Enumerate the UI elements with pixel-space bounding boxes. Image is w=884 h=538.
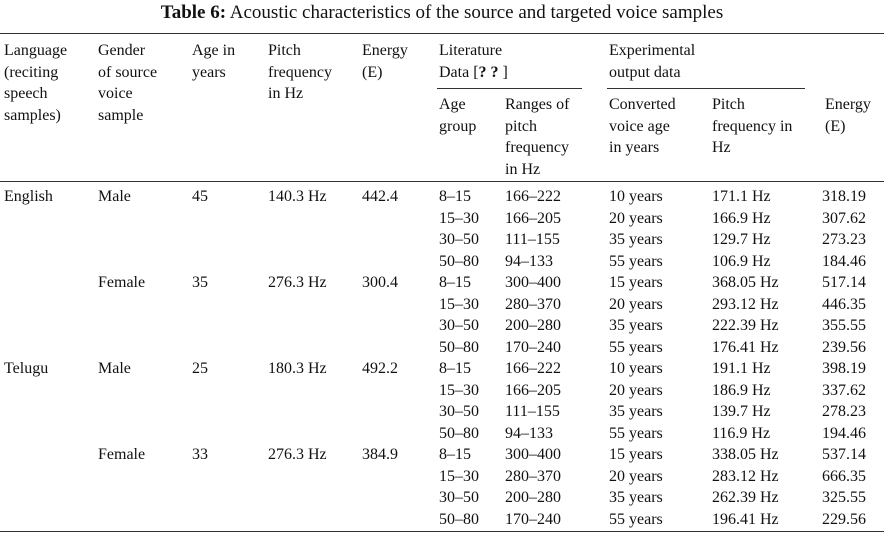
cell-out-energy: 446.35 — [822, 295, 866, 313]
cell-converted-age: 35 years — [609, 403, 663, 420]
cell-lit-age-group: 8–15 — [439, 188, 471, 205]
cell-converted-age: 20 years — [609, 467, 663, 485]
cell-out-pitch: 338.05 Hz — [712, 446, 779, 463]
cell-lit-age-group: 15–30 — [439, 381, 479, 399]
cell-lit-range: 200–280 — [505, 317, 561, 334]
header-bottom-rule — [0, 181, 884, 182]
cell-out-energy: 318.19 — [822, 188, 866, 205]
literature-subrule — [437, 88, 582, 89]
cell-out-energy: 273.23 — [822, 231, 866, 248]
header-experimental-output: Experimental output data — [609, 42, 696, 81]
cell-energy: 384.9 — [362, 446, 398, 463]
cell-out-pitch: 116.9 Hz — [712, 424, 771, 442]
cell-energy: 492.2 — [362, 360, 398, 377]
cell-lit-range: 300–400 — [505, 274, 561, 291]
cell-gender: Female — [98, 446, 146, 463]
cell-language: Telugu — [4, 360, 49, 377]
table-caption-label: Table 6: — [160, 2, 227, 23]
cell-lit-range: 200–280 — [505, 489, 561, 506]
cell-out-energy: 325.55 — [822, 489, 866, 506]
cell-out-energy: 398.19 — [822, 360, 866, 377]
header-gender: Gender of source voice sample — [98, 42, 158, 124]
cell-pitch: 140.3 Hz — [268, 188, 327, 205]
cell-lit-range: 300–400 — [505, 446, 561, 463]
cell-out-energy: 517.14 — [822, 274, 866, 291]
cell-lit-range: 166–205 — [505, 381, 561, 399]
cell-converted-age: 35 years — [609, 231, 663, 248]
cell-lit-age-group: 30–50 — [439, 231, 479, 248]
cell-out-pitch: 129.7 Hz — [712, 231, 771, 248]
cell-gender: Female — [98, 274, 146, 291]
header-energy: Energy (E) — [362, 42, 408, 81]
cell-out-pitch: 222.39 Hz — [712, 317, 779, 334]
header-lit-age-group: Age group — [439, 96, 477, 135]
table-caption-text: Acoustic characteristics of the source and targeted voice samples — [229, 2, 724, 23]
cell-out-pitch: 186.9 Hz — [712, 381, 771, 399]
cell-converted-age: 35 years — [609, 317, 663, 334]
cell-out-pitch: 106.9 Hz — [712, 252, 771, 270]
cell-lit-age-group: 8–15 — [439, 446, 471, 463]
cell-out-energy: 537.14 — [822, 446, 866, 463]
cell-lit-age-group: 30–50 — [439, 403, 479, 420]
cell-out-energy: 184.46 — [822, 252, 866, 270]
cell-lit-range: 280–370 — [505, 295, 561, 313]
cell-converted-age: 15 years — [609, 446, 663, 463]
citation-link[interactable]: ? ? — [478, 63, 499, 81]
cell-out-energy: 337.62 — [822, 381, 866, 399]
cell-out-energy: 229.56 — [822, 510, 866, 528]
cell-out-pitch: 176.41 Hz — [712, 338, 779, 356]
header-pitch: Pitch frequency in Hz — [268, 42, 332, 102]
cell-language: English — [4, 188, 53, 205]
cell-lit-range: 280–370 — [505, 467, 561, 485]
cell-out-energy: 307.62 — [822, 209, 866, 227]
cell-converted-age: 55 years — [609, 252, 663, 270]
cell-out-pitch: 283.12 Hz — [712, 467, 779, 485]
cell-converted-age: 10 years — [609, 188, 663, 205]
cell-lit-range: 170–240 — [505, 338, 561, 356]
cell-converted-age: 10 years — [609, 360, 663, 377]
cell-converted-age: 35 years — [609, 489, 663, 506]
cell-converted-age: 20 years — [609, 295, 663, 313]
cell-lit-range: 111–155 — [505, 403, 560, 420]
cell-lit-range: 166–222 — [505, 360, 561, 377]
cell-pitch: 180.3 Hz — [268, 360, 327, 377]
cell-out-pitch: 171.1 Hz — [712, 188, 771, 205]
cell-out-energy: 239.56 — [822, 338, 866, 356]
cell-converted-age: 15 years — [609, 274, 663, 291]
cell-lit-age-group: 30–50 — [439, 489, 479, 506]
cell-energy: 442.4 — [362, 188, 398, 205]
cell-lit-age-group: 8–15 — [439, 274, 471, 291]
cell-out-energy: 194.46 — [822, 424, 866, 442]
cell-lit-age-group: 50–80 — [439, 424, 479, 442]
cell-converted-age: 20 years — [609, 209, 663, 227]
cell-out-pitch: 166.9 Hz — [712, 209, 771, 227]
cell-out-pitch: 293.12 Hz — [712, 295, 779, 313]
header-literature-data: Literature Data [? ? ] — [439, 42, 508, 81]
cell-out-energy: 666.35 — [822, 467, 866, 485]
cell-out-pitch: 368.05 Hz — [712, 274, 779, 291]
cell-lit-range: 94–133 — [505, 252, 553, 270]
header-age: Age in years — [192, 42, 236, 81]
cell-gender: Male — [98, 360, 131, 377]
header-exp-energy: Energy (E) — [825, 96, 871, 135]
cell-out-pitch: 139.7 Hz — [712, 403, 771, 420]
top-rule — [0, 33, 884, 34]
cell-energy: 300.4 — [362, 274, 398, 291]
cell-lit-age-group: 15–30 — [439, 209, 479, 227]
cell-converted-age: 20 years — [609, 381, 663, 399]
cell-converted-age: 55 years — [609, 338, 663, 356]
table-caption — [0, 2, 884, 24]
cell-out-pitch: 191.1 Hz — [712, 360, 771, 377]
cell-converted-age: 55 years — [609, 424, 663, 442]
header-language: Language (reciting speech samples) — [4, 42, 68, 124]
header-lit-ranges: Ranges of pitch frequency in Hz — [505, 96, 570, 178]
cell-out-pitch: 196.41 Hz — [712, 510, 779, 528]
cell-lit-age-group: 50–80 — [439, 510, 479, 528]
cell-out-energy: 278.23 — [822, 403, 866, 420]
cell-lit-age-group: 15–30 — [439, 295, 479, 313]
cell-lit-age-group: 50–80 — [439, 338, 479, 356]
header-exp-converted-age: Converted voice age in years — [609, 96, 676, 156]
cell-lit-range: 170–240 — [505, 510, 561, 528]
cell-lit-age-group: 15–30 — [439, 467, 479, 485]
cell-out-energy: 355.55 — [822, 317, 866, 334]
cell-age: 45 — [192, 188, 208, 205]
header-exp-pitch: Pitch frequency in Hz — [712, 96, 793, 156]
cell-pitch: 276.3 Hz — [268, 446, 327, 463]
cell-lit-age-group: 8–15 — [439, 360, 471, 377]
cell-lit-range: 166–222 — [505, 188, 561, 205]
cell-lit-range: 94–133 — [505, 424, 553, 442]
cell-age: 35 — [192, 274, 208, 291]
cell-lit-range: 166–205 — [505, 209, 561, 227]
cell-converted-age: 55 years — [609, 510, 663, 528]
experimental-subrule — [607, 88, 805, 89]
cell-pitch: 276.3 Hz — [268, 274, 327, 291]
cell-out-pitch: 262.39 Hz — [712, 489, 779, 506]
cell-lit-age-group: 50–80 — [439, 252, 479, 270]
cell-lit-range: 111–155 — [505, 231, 560, 248]
cell-gender: Male — [98, 188, 131, 205]
bottom-rule — [0, 531, 884, 532]
cell-age: 33 — [192, 446, 208, 463]
cell-age: 25 — [192, 360, 208, 377]
cell-lit-age-group: 30–50 — [439, 317, 479, 334]
